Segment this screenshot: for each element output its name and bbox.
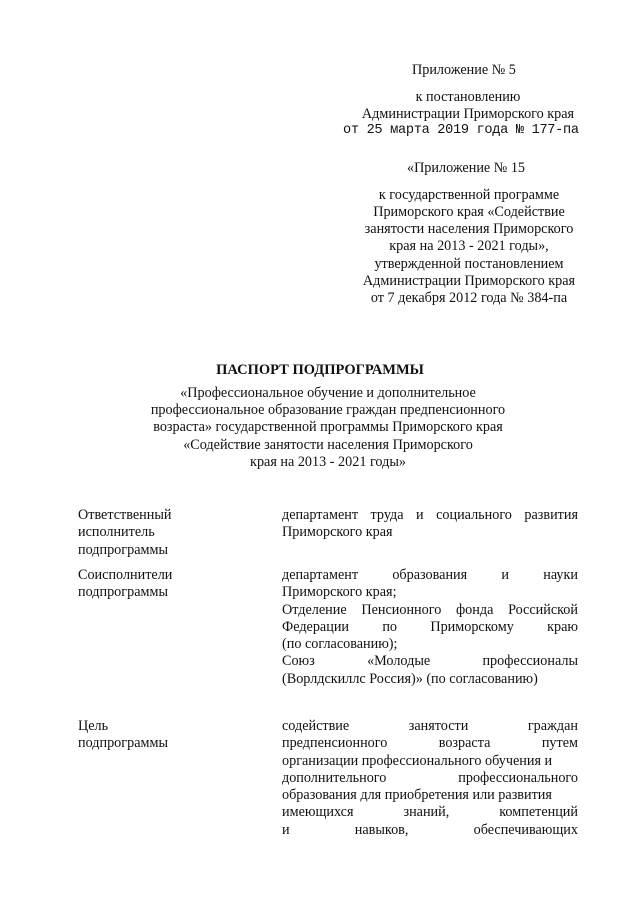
original-appendix-line: Приморского края «Содействие xyxy=(373,204,565,220)
row-value-line: (по согласованию); xyxy=(282,636,398,653)
row-value-word: возраста xyxy=(438,735,491,752)
row-value-word: Федерации xyxy=(282,618,350,635)
row-value-line xyxy=(282,770,578,787)
row-value xyxy=(282,507,578,542)
appendix-number: Приложение № 5 xyxy=(412,62,516,78)
row-label-line: Соисполнители xyxy=(78,567,173,583)
row-label xyxy=(78,567,228,602)
row-value-word: профессионалы xyxy=(482,653,578,670)
row-value-word: путем xyxy=(541,735,578,752)
row-value-line xyxy=(282,804,578,821)
row-value-word: Союз xyxy=(282,653,315,670)
passport-subtitle-line: профессиональное образование граждан предпенсионного xyxy=(150,402,506,418)
row-value-word: и xyxy=(501,567,509,583)
row-value-word: краю xyxy=(547,618,578,635)
row-value-word: занятости xyxy=(408,718,469,734)
row-value-word: знаний, xyxy=(403,804,450,821)
row-value-word: и xyxy=(282,821,290,838)
original-appendix-line: края на 2013 - 2021 годы», xyxy=(389,238,549,254)
row-label-line: подпрограммы xyxy=(78,541,168,558)
row-label-line: исполнитель xyxy=(78,524,155,541)
row-value-word: предпенсионного xyxy=(282,735,388,752)
row-value-line xyxy=(282,602,578,619)
row-value-line: (Ворлдскиллс Россия)» (по согласованию) xyxy=(282,670,538,687)
original-appendix-title: «Приложение № 15 xyxy=(406,160,526,176)
row-value-word: развития xyxy=(524,507,578,523)
row-label-line: подпрограммы xyxy=(78,584,168,601)
row-label-line: Ответственный xyxy=(78,507,172,523)
row-value-word: образования xyxy=(392,567,468,583)
row-value-line xyxy=(282,653,578,670)
row-value-word: профессионального xyxy=(458,769,578,786)
row-value xyxy=(282,567,578,688)
resolution-date-stamp: от 25 марта 2019 года № 177-па xyxy=(343,123,579,138)
row-value-word: дополнительного xyxy=(282,769,387,786)
row-value-word: департамент xyxy=(282,567,359,583)
row-label-line: подпрограммы xyxy=(78,735,168,752)
row-value-line xyxy=(282,619,578,636)
passport-subtitle-line: возраста» государственной программы Приморского края xyxy=(153,419,503,435)
row-value-word: граждан xyxy=(527,718,578,734)
row-value-word: компетенций xyxy=(499,804,578,821)
row-label-line: Цель xyxy=(78,718,109,734)
original-appendix-line: от 7 декабря 2012 года № 384-па xyxy=(370,290,568,306)
row-label xyxy=(78,507,228,559)
row-value-word: обеспечивающих xyxy=(473,821,578,838)
row-value-line xyxy=(282,718,578,735)
row-value-word: навыков, xyxy=(354,821,409,838)
row-value-word: «Молодые xyxy=(367,653,431,670)
row-value-line: организации профессионального обучения и xyxy=(282,752,553,769)
row-value-word: Приморскому xyxy=(430,618,514,635)
administration-label: Администрации Приморского края xyxy=(361,106,575,122)
row-value-word: Российской xyxy=(508,601,578,618)
row-value-word: имеющихся xyxy=(282,804,354,821)
row-value-word: фонда xyxy=(455,601,494,618)
original-appendix-line: Администрации Приморского края xyxy=(362,273,576,289)
row-value-word: содействие xyxy=(282,718,350,734)
passport-subtitle-line: «Профессиональное обучение и дополнительное xyxy=(180,385,476,401)
row-value-word: науки xyxy=(543,567,578,583)
original-appendix-line: к государственной программе xyxy=(378,187,560,203)
original-appendix-line: утвержденной постановлением xyxy=(374,256,564,272)
row-value-word: социального xyxy=(436,507,512,523)
row-value-line xyxy=(282,822,578,839)
row-value-word: Отделение xyxy=(282,601,347,618)
row-value-line: образования для приобретения или развития xyxy=(282,787,552,804)
row-value-line xyxy=(282,735,578,752)
row-value-line: Приморского края xyxy=(282,524,393,541)
row-value-word: департамент xyxy=(282,507,359,523)
row-value xyxy=(282,718,578,839)
row-value-word: Пенсионного xyxy=(361,601,442,618)
row-label xyxy=(78,718,228,753)
to-resolution-label: к постановлению xyxy=(415,89,521,105)
row-value-line xyxy=(282,507,578,524)
passport-subtitle-line: «Содействие занятости населения Приморского xyxy=(183,437,473,453)
row-value-word: труда xyxy=(370,507,404,523)
passport-title: ПАСПОРТ ПОДПРОГРАММЫ xyxy=(216,362,424,378)
row-value-line: Приморского края; xyxy=(282,584,397,601)
row-value-word: по xyxy=(382,618,398,635)
row-value-word: и xyxy=(416,507,424,523)
row-value-line xyxy=(282,567,578,584)
original-appendix-line: занятости населения Приморского xyxy=(364,221,574,237)
passport-subtitle-line: края на 2013 - 2021 годы» xyxy=(250,454,406,470)
